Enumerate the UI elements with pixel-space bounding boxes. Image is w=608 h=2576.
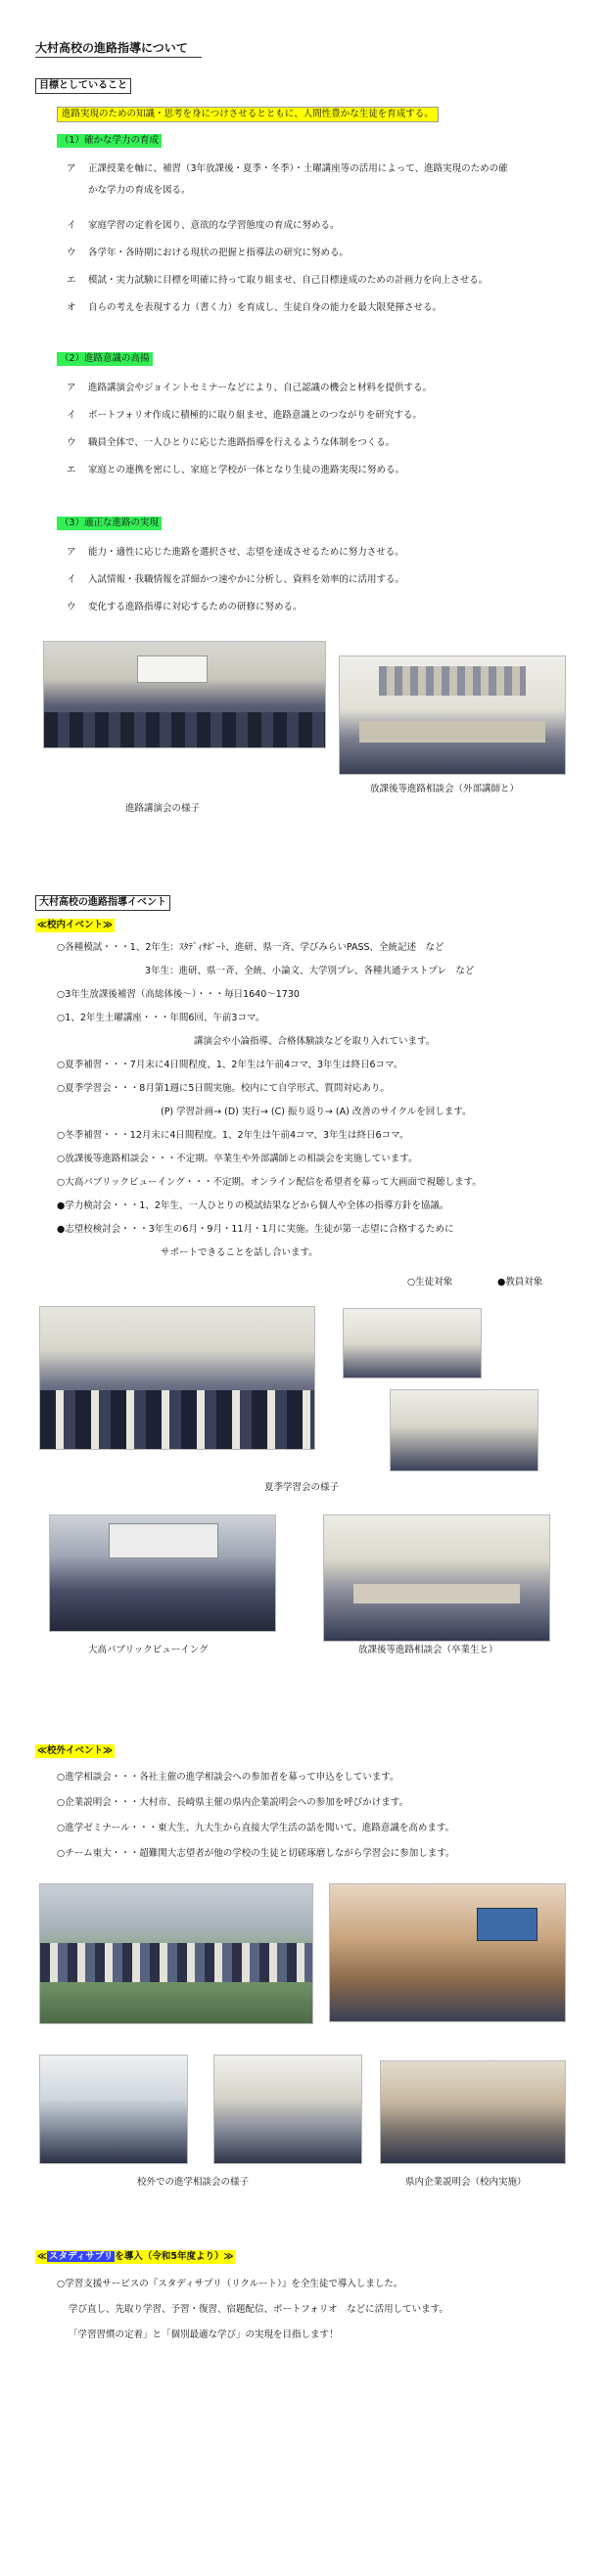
section1-item-mark: ウ	[67, 248, 76, 258]
outschool-line: ○進学ゼミナール・・・東大生、九大生から直接大学生活の話を聞いて、進路意識を高めます。	[57, 1823, 455, 1833]
inschool-line: ○3年生放課後補習（高総体後〜）・・・毎日1640〜1730	[57, 989, 300, 1000]
legend-student: ○生徒対象	[407, 1277, 453, 1288]
section1-item-mark: イ	[67, 220, 76, 231]
legend-teacher: ●教員対象	[497, 1277, 543, 1288]
inschool-company-fair-photo-main	[329, 1883, 566, 2022]
summer-study-photo-small2	[390, 1389, 538, 1471]
goals-mission: 進路実現のための知識・思考を身につけさせるとともに、人間性豊かな生徒を育成する。	[57, 107, 439, 122]
studysapuri-title-pre: ≪	[37, 2251, 47, 2262]
outside-fair-photo-1	[39, 2055, 188, 2164]
studysapuri-line: ○学習支援サービスの『スタディサプリ（リクルート）』を全生徒で導入しました。	[57, 2279, 403, 2289]
caption-summer-study: 夏季学習会の様子	[264, 1482, 340, 1493]
section2-item-text: ポートフォリオ作成に積極的に取り組ませ、進路意識とのつながりを研究する。	[88, 410, 422, 421]
inschool-line: ○夏季補習・・・7月末に4日間程度、1、2年生は午前4コマ、3年生は終日6コマ。	[57, 1060, 403, 1070]
section3-title: （3）適正な進路の実現	[57, 517, 162, 530]
title-underline	[35, 57, 202, 58]
events-heading: 大村高校の進路指導イベント	[35, 895, 170, 911]
studysapuri-line: 学び直し、先取り学習、予習・復習、宿題配信、ポートフォリオ などに活用しています。	[69, 2304, 448, 2315]
section3-item-mark: ウ	[67, 602, 76, 612]
inschool-line: 3年生：進研、県一斉、全統、小論文、大学別プレ、各種共通テストプレ など	[145, 966, 475, 976]
caption-public-viewing: 大高パブリックビューイング	[88, 1645, 209, 1655]
presentation-screen	[477, 1908, 538, 1941]
section1-item-text: 家庭学習の定着を図り、意欲的な学習態度の育成に努める。	[88, 220, 340, 231]
inschool-line: (P) 学習計画→ (D) 実行→ (C) 振り返り→ (A) 改善のサイクルを回します。	[161, 1107, 472, 1117]
section1-item-text: 正課授業を軸に、補習（3年放課後・夏季・冬季）・土曜講座等の活用によって、進路実現のための確	[88, 163, 508, 174]
projector-screen	[137, 655, 208, 683]
goals-heading: 目標としていること	[35, 78, 131, 94]
section2-item-text: 進路講演会やジョイントセミナーなどにより、自己認識の機会と材料を提供する。	[88, 383, 433, 393]
section1-item-text: 自らの考えを表現する力（書く力）を育成し、生徒自身の能力を最大限発揮させる。	[88, 302, 443, 313]
public-viewing-photo	[49, 1514, 276, 1632]
students-rows	[44, 712, 325, 747]
crowd	[40, 1943, 312, 1982]
summer-study-photo-small1	[343, 1308, 482, 1378]
section2-item-mark: ウ	[67, 437, 76, 448]
section1-item-text: 模試・実力試験に目標を明確に持って取り組ませ、自己目標達成のための計画力を向上させる。	[88, 275, 489, 286]
consultation-photo	[339, 655, 566, 775]
studysapuri-title-highlight: スタディサプリ	[48, 2251, 114, 2262]
outschool-line: ○企業説明会・・・大村市、長崎県主催の県内企業説明会への参加を呼びかけます。	[57, 1797, 409, 1808]
inschool-company-fair-photo-2	[380, 2060, 566, 2164]
studysapuri-title	[35, 2250, 235, 2264]
bookshelf	[379, 666, 526, 696]
section3-item-text: 能力・適性に応じた進路を選択させ、志望を達成させるために努力させる。	[88, 547, 404, 558]
outschool-title: ≪校外イベント≫	[37, 1745, 113, 1756]
inschool-line: ●学力検討会・・・1、2年生、一人ひとりの模試結果などから個人や全体の指導方針を協議。	[57, 1200, 449, 1211]
lecture-photo	[43, 641, 326, 748]
studysapuri-line: 「学習習慣の定着」と「個別最適な学び」の実現を目指します！	[69, 2329, 339, 2340]
section1-item-mark: オ	[67, 302, 76, 313]
section2-item-mark: イ	[67, 410, 76, 421]
page-title: 大村高校の進路指導について	[35, 41, 188, 55]
section1-item-text: かな学力の育成を図る。	[88, 185, 191, 196]
outschool-line: ○チーム東大・・・超難関大志望者が他の学校の生徒と切磋琢磨しながら学習会に参加します。	[57, 1848, 455, 1859]
studysapuri-title-post: を導入（令和5年度より）≫	[115, 2251, 234, 2262]
consultation-graduates-photo	[323, 1514, 550, 1642]
summer-study-photo	[39, 1306, 315, 1450]
inschool-title: ≪校内イベント≫	[37, 920, 113, 930]
students-desks	[40, 1390, 314, 1449]
large-screen	[109, 1523, 218, 1559]
section2-title: （2）進路意識の高揚	[57, 352, 153, 366]
inschool-line: ○大高パブリックビューイング・・・不定期。オンライン配信を希望者を募って大画面で視聴します。	[57, 1177, 482, 1188]
inschool-line: ○夏季学習会・・・8月第1週に5日間実施。校内にて自学形式、質問対応あり。	[57, 1083, 390, 1094]
section1-item-text: 各学年・各時期における現状の把握と指導法の研究に努める。	[88, 248, 350, 258]
section1-item-mark: ア	[67, 163, 76, 174]
outside-fair-photo-main	[39, 1883, 313, 2024]
section2-item-mark: ア	[67, 383, 76, 393]
outschool-line: ○進学相談会・・・各社主催の進学相談会への参加者を募って申込をしています。	[57, 1772, 399, 1783]
inschool-line: サポートできることを話し合います。	[161, 1247, 318, 1258]
inschool-line: ○各種模試・・・1、2年生：ｽﾀﾃﾞｨｻﾎﾟｰﾄ、進研、県一斉、学びみらいPASS、全統記述 など	[57, 942, 444, 953]
caption-outside-fair: 校外での進学相談会の様子	[137, 2177, 250, 2188]
section2-item-mark: エ	[67, 465, 76, 475]
section3-item-mark: ア	[67, 547, 76, 558]
caption-consultation-external: 放課後等進路相談会（外部講師と）	[370, 784, 520, 794]
caption-lecture: 進路講演会の様子	[125, 803, 201, 814]
section2-item-text: 職員全体で、一人ひとりに応じた進路指導を行えるような体制をつくる。	[88, 437, 396, 448]
caption-consultation-graduates: 放課後等進路相談会（卒業生と）	[358, 1645, 498, 1655]
table	[359, 721, 545, 743]
section2-item-text: 家庭との連携を密にし、家庭と学校が一体となり生徒の進路実現に努める。	[88, 465, 405, 475]
outside-fair-photo-2	[213, 2055, 362, 2164]
section3-item-text: 入試情報・我職情報を詳細かつ速やかに分析し、資料を効率的に活用する。	[88, 574, 405, 585]
table	[353, 1584, 520, 1604]
caption-company-fair: 県内企業説明会（校内実施）	[405, 2177, 527, 2188]
section3-item-mark: イ	[67, 574, 76, 585]
inschool-line: ●志望校検討会・・・3年生の6月・9月・11月・1月に実施。生徒が第一志望に合格するために	[57, 1224, 454, 1235]
inschool-line: 講演会や小論指導、合格体験談などを取り入れています。	[194, 1036, 436, 1047]
inschool-line: ○1、2年生土曜講座・・・年間6回、午前3コマ。	[57, 1013, 265, 1023]
section3-item-text: 変化する進路指導に対応するための研修に努める。	[88, 602, 303, 612]
inschool-line: ○冬季補習・・・12月末に4日間程度。1、2年生は午前4コマ、3年生は終日6コマ。	[57, 1130, 409, 1141]
section1-title: （1）確かな学力の育成	[57, 134, 162, 148]
section1-item-mark: エ	[67, 275, 76, 286]
inschool-line: ○放課後等進路相談会・・・不定期。卒業生や外部講師との相談会を実施しています。	[57, 1153, 418, 1164]
